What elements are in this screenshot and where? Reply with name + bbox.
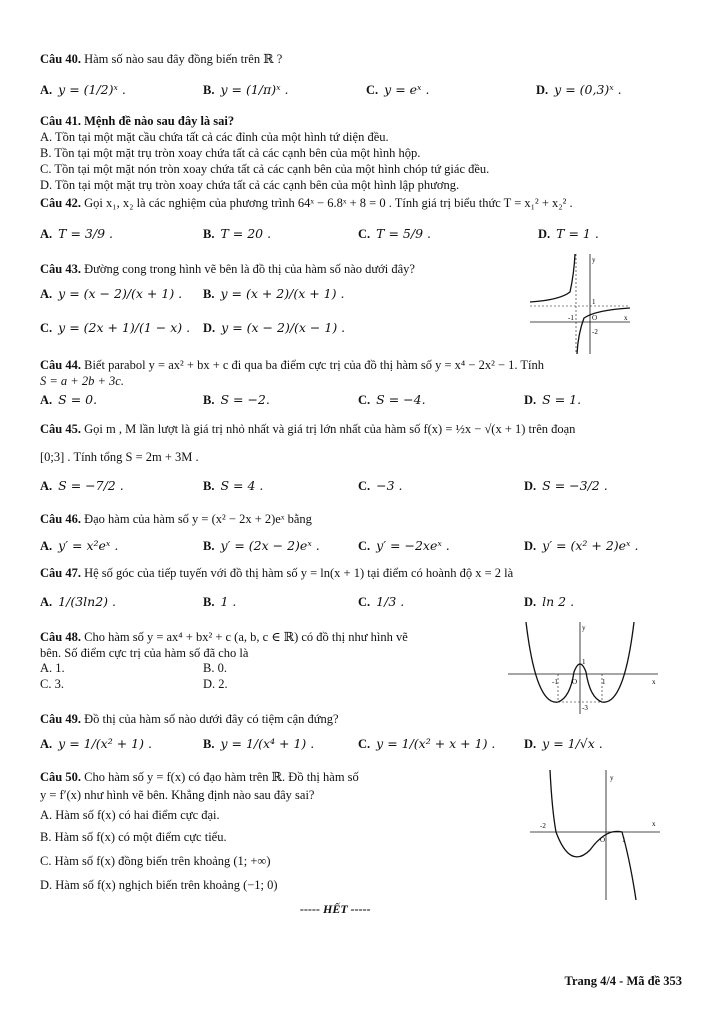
q43-label-1: 1 xyxy=(592,298,596,306)
q41-option-a[interactable]: A. Tồn tại một mặt cầu chứa tất cả các đỉnh của một hình tứ diện đều. xyxy=(40,130,389,144)
q50-option-c[interactable]: C. Hàm số f(x) đồng biến trên khoảng (1; +∞) xyxy=(40,854,271,868)
q43-option-a[interactable]: A. y = (x − 2)/(x + 1) . xyxy=(40,286,183,301)
q40-option-a[interactable]: A. y = (1/2)ˣ . xyxy=(40,82,126,97)
page-footer: Trang 4/4 - Mã đề 353 xyxy=(564,974,682,988)
q43-option-b[interactable]: B. y = (x + 2)/(x + 1) . xyxy=(203,286,345,301)
q43-label-y: y xyxy=(592,256,596,264)
q44-options xyxy=(40,392,690,418)
q48-option-b[interactable]: B. 0. xyxy=(203,661,227,675)
q41-stem: Câu 41. Mệnh đề nào sau đây là sai? xyxy=(40,114,235,128)
q44-option-c[interactable]: C. S = −4. xyxy=(358,392,426,407)
q47-stem: Câu 47. Hệ số góc của tiếp tuyến với đồ thị hàm số y = ln(x + 1) tại điểm có hoành độ x = 2 là xyxy=(40,566,514,580)
q41-option-b[interactable]: B. Tồn tại một mặt trụ tròn xoay chứa tất cả các cạnh bên của một hình hộp. xyxy=(40,146,421,160)
q43-option-d[interactable]: D. y = (x − 2)/(x − 1) . xyxy=(203,320,346,335)
q42-option-b[interactable]: B. T = 20 . xyxy=(203,226,272,241)
q46-option-a[interactable]: A. y′ = x²eˣ . xyxy=(40,538,119,553)
q46-options xyxy=(40,538,690,564)
q50-label-y: y xyxy=(610,774,614,782)
q47-option-c[interactable]: C. 1/3 . xyxy=(358,594,405,609)
q44-option-a[interactable]: A. S = 0. xyxy=(40,392,98,407)
q49-option-b[interactable]: B. y = 1/(x⁴ + 1) . xyxy=(203,736,315,751)
q48-option-c[interactable]: C. 3. xyxy=(40,677,64,691)
q42-options xyxy=(40,226,690,252)
q50-graph xyxy=(530,770,660,900)
q44-option-d[interactable]: D. S = 1. xyxy=(524,392,582,407)
q50-option-a[interactable]: A. Hàm số f(x) có hai điểm cực đại. xyxy=(40,808,220,822)
q48-stem-2: bên. Số điểm cực trị của hàm số đã cho là xyxy=(40,646,249,660)
q48-option-a[interactable]: A. 1. xyxy=(40,661,65,675)
q48-label-m3: -3 xyxy=(582,704,588,712)
q43-label-m2: -2 xyxy=(592,328,598,336)
q48-label-x1: 1 xyxy=(602,678,606,686)
q48-stem: Câu 48. Cho hàm số y = ax⁴ + bx² + c (a, b, c ∈ ℝ) có đồ thị như hình vẽ xyxy=(40,630,408,644)
q43-stem: Câu 43. Đường cong trong hình vẽ bên là đồ thị của hàm số nào dưới đây? xyxy=(40,262,415,276)
q43-label-m1: -1 xyxy=(568,314,574,322)
q49-option-d[interactable]: D. y = 1/√x . xyxy=(524,736,603,751)
q40-stem xyxy=(40,52,282,67)
q44-stem: Câu 44. Biết parabol y = ax² + bx + c đi qua ba điểm cực trị của đồ thị hàm số y = x⁴ − 2x² − 1. Tính xyxy=(40,358,545,372)
q45-stem: Câu 45. Gọi m , M lần lượt là giá trị nhỏ nhất và giá trị lớn nhất của hàm số f(x) = ½x − √(x + 1) trên đoạn xyxy=(40,422,576,436)
q45-options xyxy=(40,478,690,504)
q42-stem: Câu 42. Gọi x₁, x₂ là các nghiệm của phương trình 64ˣ − 6.8ˣ + 8 = 0 . Tính giá trị biểu thức T = x₁² + x₂² . xyxy=(40,196,573,210)
q40-options xyxy=(40,82,690,108)
q45-stem-2: [0;3] . Tính tổng S = 2m + 3M . xyxy=(40,450,199,464)
q46-option-b[interactable]: B. y′ = (2x − 2)eˣ . xyxy=(203,538,320,553)
q40-option-d[interactable]: D. y = (0,3)ˣ . xyxy=(536,82,622,97)
q43-label-x: x xyxy=(624,314,628,322)
q41-option-c[interactable]: C. Tồn tại một mặt nón tròn xoay chứa tất cả các cạnh bên của một hình chóp tứ giác đều. xyxy=(40,162,490,176)
q50-label-o: O xyxy=(600,836,606,844)
q50-option-d[interactable]: D. Hàm số f(x) nghịch biến trên khoảng (−1; 0) xyxy=(40,878,278,892)
q48-label-m1: -1 xyxy=(552,678,558,686)
q44-option-b[interactable]: B. S = −2. xyxy=(203,392,270,407)
q50-stem: Câu 50. Cho hàm số y = f(x) có đạo hàm trên ℝ. Đồ thị hàm số xyxy=(40,770,359,784)
q41-option-d[interactable]: D. Tồn tại một mặt trụ tròn xoay chứa tất cả các cạnh bên của một hình lập phương. xyxy=(40,178,460,192)
q43-option-c[interactable]: C. y = (2x + 1)/(1 − x) . xyxy=(40,320,191,335)
q45-option-b[interactable]: B. S = 4 . xyxy=(203,478,264,493)
q50-label-x: x xyxy=(652,820,656,828)
q47-option-a[interactable]: A. 1/(3ln2) . xyxy=(40,594,116,609)
q40-option-b[interactable]: B. y = (1/π)ˣ . xyxy=(203,82,289,97)
q42-option-c[interactable]: C. T = 5/9 . xyxy=(358,226,431,241)
q40-head: Câu 40. xyxy=(40,52,81,66)
q48-option-d[interactable]: D. 2. xyxy=(203,677,228,691)
q48-graph xyxy=(508,622,658,714)
q48-label-x: x xyxy=(652,678,656,686)
q44-stem-2: S = a + 2b + 3c. xyxy=(40,374,124,388)
q50-label-1: 1 xyxy=(622,836,626,844)
q42-option-d[interactable]: D. T = 1 . xyxy=(538,226,599,241)
q49-option-a[interactable]: A. y = 1/(x² + 1) . xyxy=(40,736,152,751)
q43-graph xyxy=(530,254,630,354)
q47-options xyxy=(40,594,690,620)
q50-stem-2: y = f′(x) như hình vẽ bên. Khẳng định nào sau đây sai? xyxy=(40,788,315,802)
end-marker: ----- HẾT ----- xyxy=(300,902,371,916)
q40-option-c[interactable]: C. y = eˣ . xyxy=(366,82,430,97)
q45-option-c[interactable]: C. −3 . xyxy=(358,478,403,493)
q46-option-c[interactable]: C. y′ = −2xeˣ . xyxy=(358,538,450,553)
q46-option-d[interactable]: D. y′ = (x² + 2)eˣ . xyxy=(524,538,639,553)
q49-stem: Câu 49. Đồ thị của hàm số nào dưới đây có tiệm cận đứng? xyxy=(40,712,339,726)
q47-option-d[interactable]: D. ln 2 . xyxy=(524,594,575,609)
q46-stem: Câu 46. Đạo hàm của hàm số y = (x² − 2x + 2)eˣ bằng xyxy=(40,512,312,526)
q50-option-b[interactable]: B. Hàm số f(x) có một điểm cực tiểu. xyxy=(40,830,227,844)
q48-label-y: y xyxy=(582,624,586,632)
q42-option-a[interactable]: A. T = 3/9 . xyxy=(40,226,113,241)
q45-option-a[interactable]: A. S = −7/2 . xyxy=(40,478,124,493)
q47-option-b[interactable]: B. 1 . xyxy=(203,594,237,609)
q43-label-o: O xyxy=(592,314,598,322)
q45-option-d[interactable]: D. S = −3/2 . xyxy=(524,478,608,493)
q48-label-1: 1 xyxy=(582,658,586,666)
q40-text: Hàm số nào sau đây đồng biến trên ℝ ? xyxy=(84,52,283,66)
q48-label-o: O xyxy=(572,678,578,686)
q49-option-c[interactable]: C. y = 1/(x² + x + 1) . xyxy=(358,736,496,751)
q49-options xyxy=(40,736,690,762)
q50-label-m2: -2 xyxy=(540,822,546,830)
